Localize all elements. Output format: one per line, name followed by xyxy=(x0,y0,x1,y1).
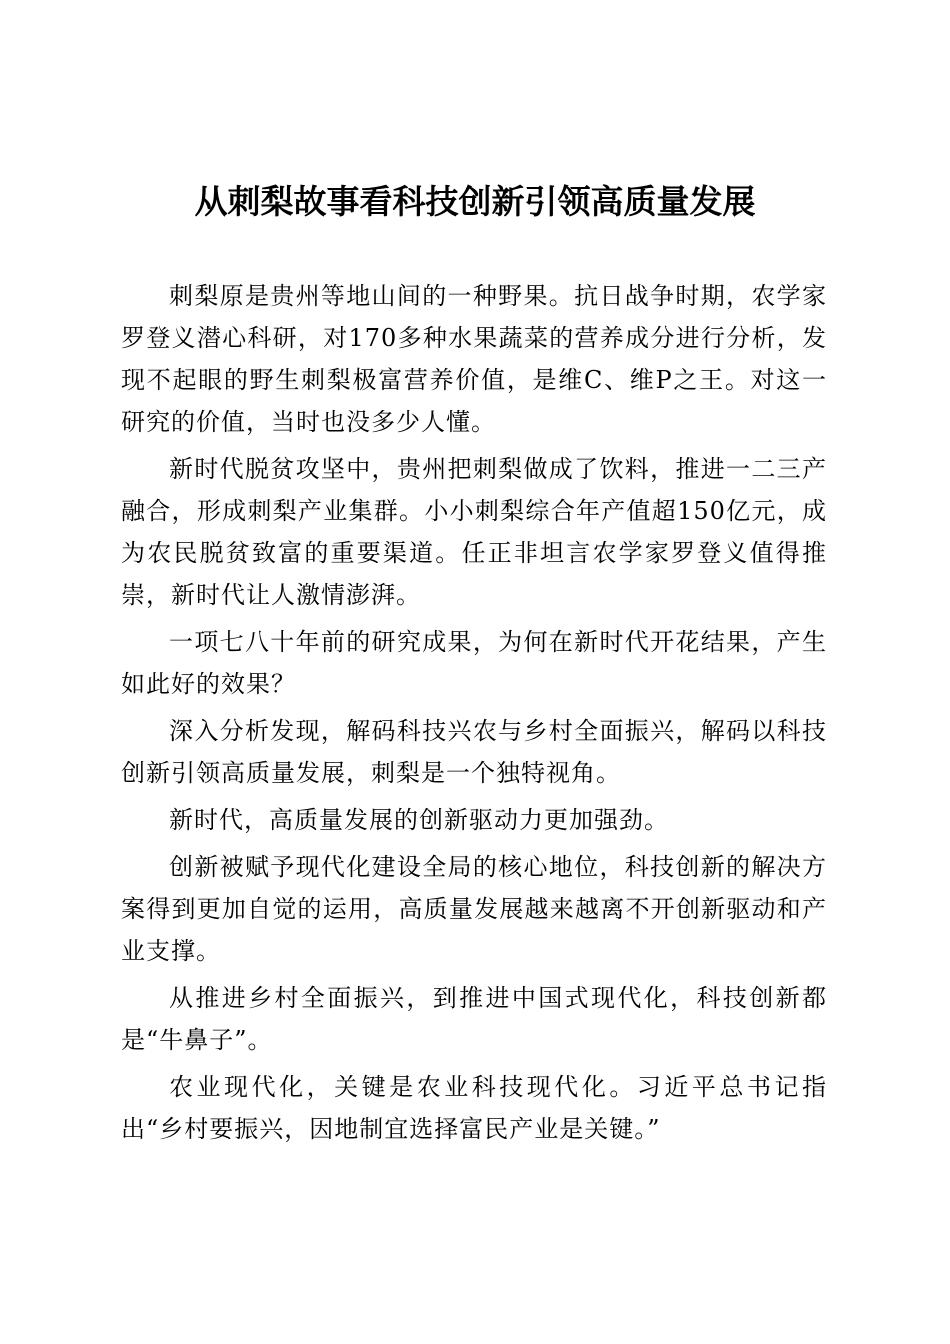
paragraph: 刺梨原是贵州等地山间的一种野果。抗日战争时期，农学家罗登义潜心科研，对170多种水果蔬菜的营养成分进行分析，发现不起眼的野生刺梨极富营养价值，是维C、维P之王。对这一研究的价值，当时也没多少人懂。 xyxy=(121,282,827,436)
paragraph: 新时代脱贫攻坚中，贵州把刺梨做成了饮料，推进一二三产融合，形成刺梨产业集群。小小刺梨综合年产值超150亿元，成为农民脱贫致富的重要渠道。任正非坦言农学家罗登义值得推崇，新时代让人激情澎湃。 xyxy=(121,455,827,609)
document-title: 从刺梨故事看科技创新引领高质量发展 xyxy=(194,182,756,221)
paragraph: 新时代，高质量发展的创新驱动力更加强劲。 xyxy=(169,806,669,834)
paragraph: 创新被赋予现代化建设全局的核心地位，科技创新的解决方案得到更加自觉的运用，高质量发展越来越离不开创新驱动和产业支撑。 xyxy=(121,853,827,965)
paragraph: 一项七八十年前的研究成果，为何在新时代开花结果，产生如此好的效果？ xyxy=(121,628,827,698)
paragraph: 农业现代化，关键是农业科技现代化。习近平总书记指出“乡村要振兴，因地制宜选择富民产业是关键。” xyxy=(121,1073,827,1143)
document-body xyxy=(121,275,827,1155)
paragraph: 从推进乡村全面振兴，到推进中国式现代化，科技创新都是“牛鼻子”。 xyxy=(121,984,827,1054)
paragraph: 深入分析发现，解码科技兴农与乡村全面振兴，解码以科技创新引领高质量发展，刺梨是一个独特视角。 xyxy=(121,717,827,787)
